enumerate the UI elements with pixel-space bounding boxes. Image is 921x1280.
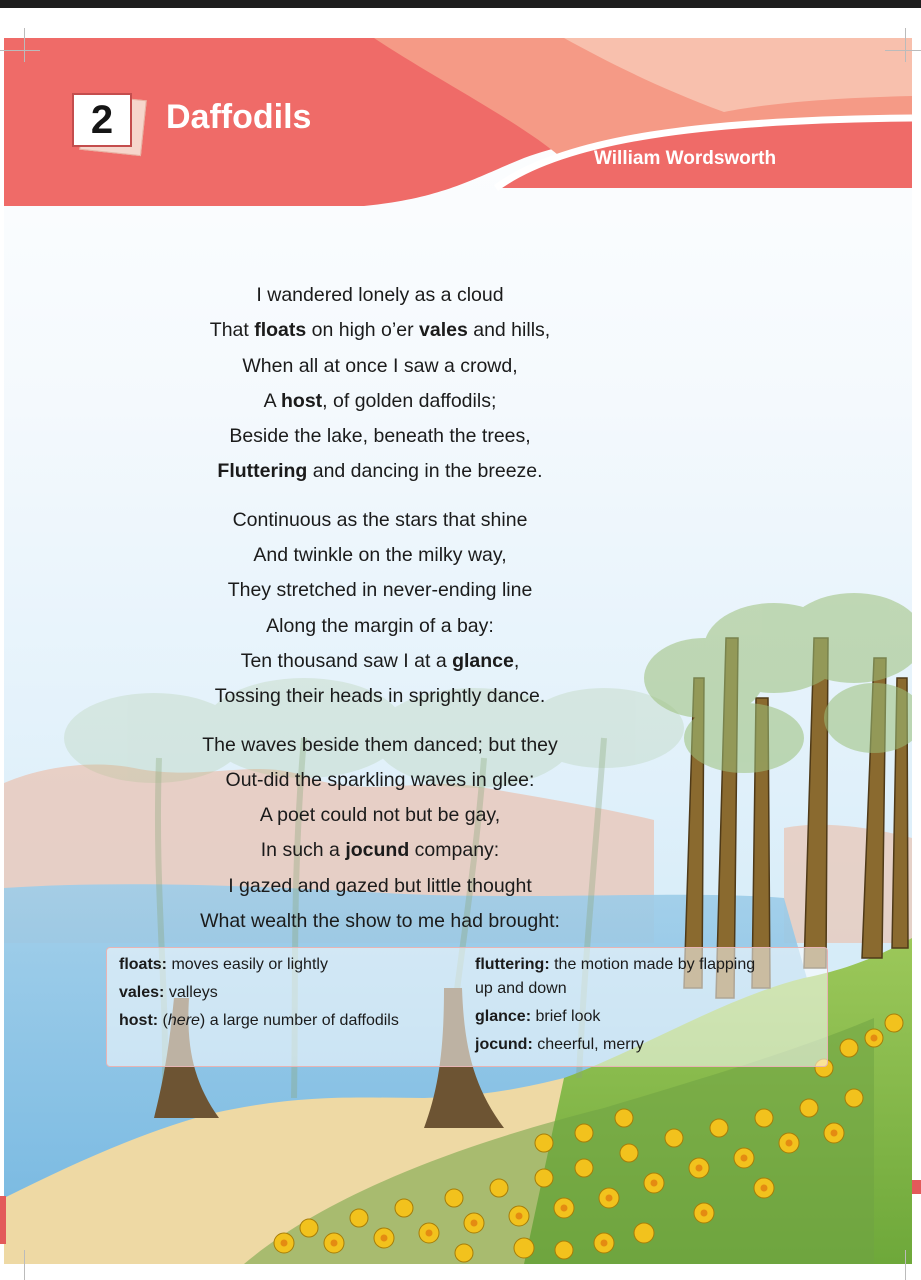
poem-line: What wealth the show to me had brought: bbox=[200, 910, 560, 933]
glossary-entry-host: host: (here) a large number of daffodils bbox=[119, 1012, 399, 1029]
glossary-word-glance: glance bbox=[452, 649, 514, 672]
poem-line: That floats on high o’er vales and hills, bbox=[209, 319, 551, 342]
stanza-1 bbox=[154, 278, 606, 490]
poem-author: William Wordsworth bbox=[594, 148, 777, 169]
poem-line: Fluttering and dancing in the breeze. bbox=[217, 460, 543, 483]
poem-line: Ten thousand saw I at a glance, bbox=[240, 649, 520, 672]
poem-line: The waves beside them danced; but they bbox=[202, 733, 558, 756]
edge-color-mark bbox=[0, 1196, 6, 1244]
poem-line: Continuous as the stars that shine bbox=[232, 508, 528, 531]
textbook-page bbox=[4, 38, 912, 1264]
poem-line: And twinkle on the milky way, bbox=[253, 544, 507, 567]
glossary-entry-fluttering: fluttering: the motion made by flapping bbox=[475, 956, 756, 973]
crop-mark bbox=[905, 1250, 906, 1280]
chapter-paper bbox=[72, 93, 132, 147]
stanza-2 bbox=[154, 503, 606, 715]
glossary-entry-floats: floats: moves easily or lightly bbox=[119, 956, 328, 973]
top-dark-strip bbox=[0, 0, 921, 8]
poem-line: A host, of golden daffodils; bbox=[263, 389, 497, 412]
glossary-box bbox=[106, 947, 828, 1067]
poem-line: Tossing their heads in sprightly dance. bbox=[214, 685, 546, 708]
crop-mark bbox=[24, 1250, 25, 1280]
poem-line: Beside the lake, beneath the trees, bbox=[229, 425, 531, 448]
poem-line: Along the margin of a bay: bbox=[266, 614, 494, 637]
edge-color-mark bbox=[912, 1180, 921, 1194]
poem-text bbox=[154, 278, 606, 952]
crop-mark bbox=[885, 50, 921, 51]
chapter-number-box bbox=[72, 93, 142, 149]
glossary-word-jocund: jocund bbox=[345, 839, 410, 862]
poem-line: When all at once I saw a crowd, bbox=[242, 354, 518, 377]
glossary-entry-jocund: jocund: cheerful, merry bbox=[475, 1036, 644, 1053]
stanza-3 bbox=[154, 728, 606, 940]
crop-mark bbox=[905, 28, 906, 62]
glossary-word-fluttering: Fluttering bbox=[217, 460, 308, 483]
poem-line: In such a jocund company: bbox=[260, 839, 500, 862]
chapter-number: 2 bbox=[90, 98, 114, 142]
poem-line: I gazed and gazed but little thought bbox=[228, 874, 532, 897]
glossary-entry-fluttering-line2: up and down bbox=[475, 980, 567, 997]
glossary-word-host: host bbox=[281, 389, 323, 412]
glossary-entry-vales: vales: valleys bbox=[119, 984, 218, 1001]
glossary-word-vales: vales bbox=[419, 319, 468, 342]
crop-mark bbox=[0, 50, 40, 51]
glossary-entry-glance: glance: brief look bbox=[475, 1008, 601, 1025]
poem-line: Out-did the sparkling waves in glee: bbox=[225, 768, 535, 791]
poem-line: They stretched in never-ending line bbox=[227, 579, 533, 602]
poem-line: A poet could not but be gay, bbox=[259, 804, 501, 827]
glossary-word-floats: floats bbox=[254, 319, 307, 342]
crop-mark bbox=[24, 28, 25, 62]
poem-title: Daffodils bbox=[166, 98, 312, 136]
poem-line: I wandered lonely as a cloud bbox=[256, 284, 504, 306]
